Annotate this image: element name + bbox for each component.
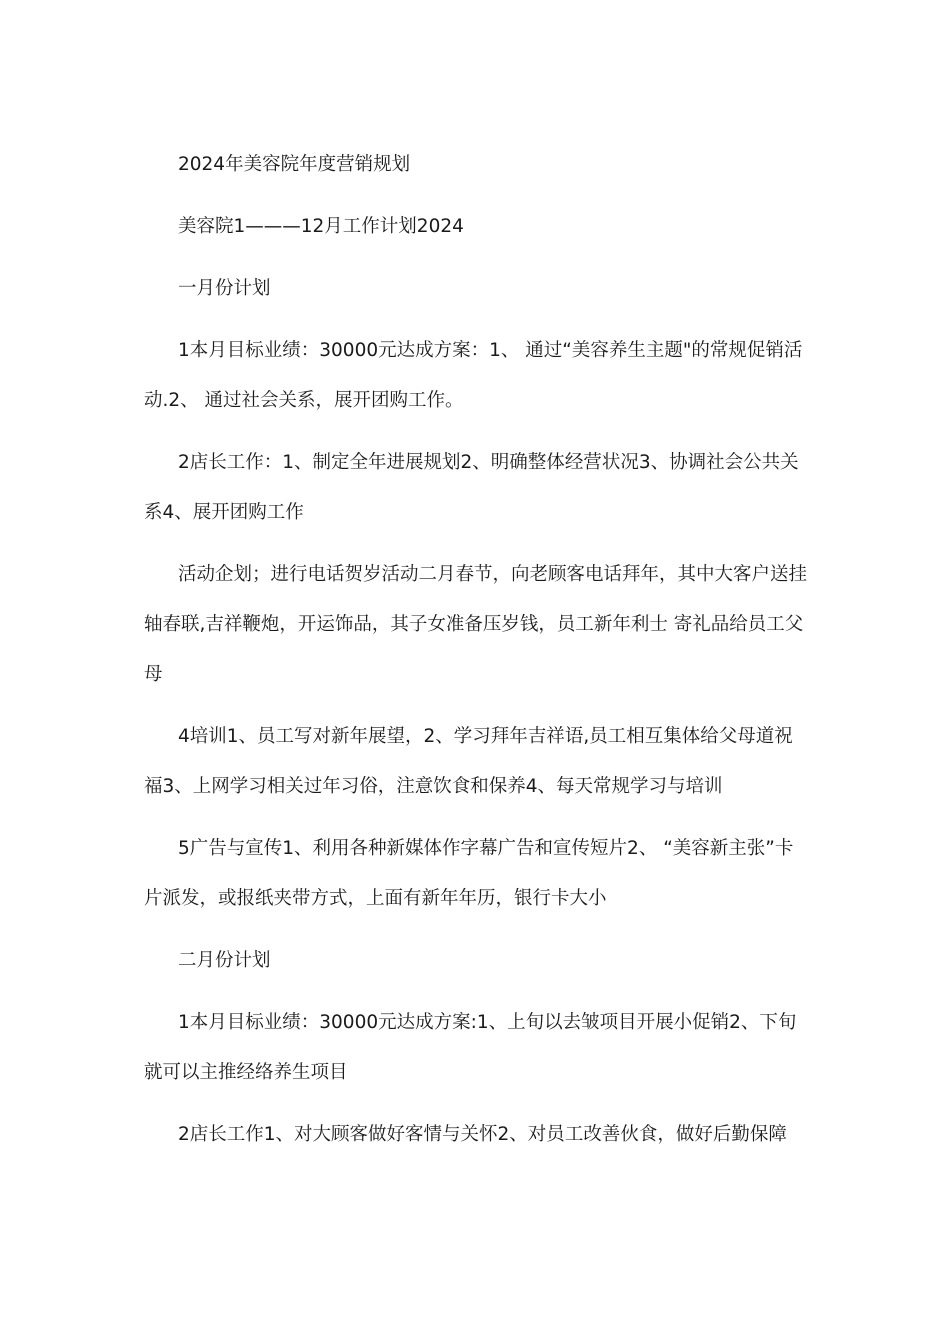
paragraph-february-target: 1本月目标业绩：30000元达成方案:1、上旬以去皱项目开展小促销2、下旬就可以主推经络养生项目: [144, 1012, 797, 1083]
document-body: [144, 140, 808, 1172]
paragraph-january-target: 1本月目标业绩：30000元达成方案：1、 通过“美容养生主题"的常规促销活动.2、 通过社会关系，展开团购工作。: [144, 340, 803, 411]
paragraph-january-advertising: 5广告与宣传1、利用各种新媒体作字幕广告和宣传短片2、 “美容新主张”卡片派发，或报纸夹带方式，上面有新年年历，银行卡大小: [144, 838, 794, 909]
section-heading-january: 一月份计划: [178, 278, 271, 299]
document-subtitle: 美容院1———12月工作计划2024: [178, 216, 464, 237]
paragraph-january-training: 4培训1、员工写对新年展望，2、学习拜年吉祥语,员工相互集体给父母道祝福3、上网学习相关过年习俗，注意饮食和保养4、每天常规学习与培训: [144, 726, 793, 797]
section-heading-february: 二月份计划: [178, 950, 271, 971]
paragraph-january-manager: 2店长工作：1、制定全年进展规划2、明确整体经营状况3、协调社会公共关系4、展开团购工作: [144, 452, 799, 523]
paragraph-february-manager: 2店长工作1、对大顾客做好客情与关怀2、对员工改善伙食，做好后勤保障: [178, 1124, 787, 1145]
document-title: 2024年美容院年度营销规划: [178, 154, 411, 175]
paragraph-january-activity: 活动企划；进行电话贺岁活动二月春节，向老顾客电话拜年，其中大客户送挂轴春联,吉祥鞭炮，开运饰品，其子女准备压岁钱，员工新年利士 寄礼品给员工父母: [144, 564, 808, 685]
